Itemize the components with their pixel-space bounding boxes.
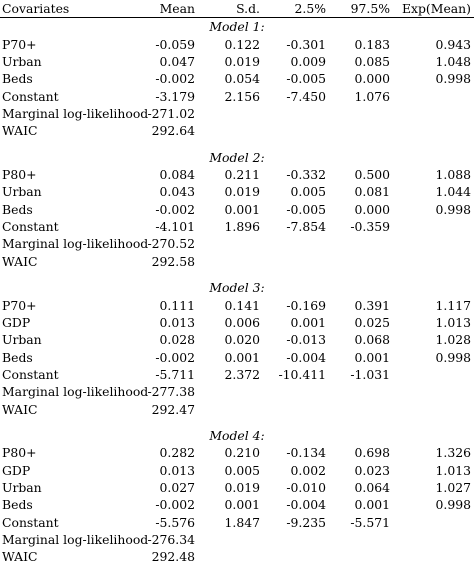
- sd-cell: 0.019: [224, 479, 260, 495]
- upper-ci-cell: [328, 401, 390, 418]
- covariate-cell: Beds: [2, 71, 33, 87]
- exp-mean-cell: [390, 253, 474, 270]
- exp-mean-cell: 0.998: [435, 201, 471, 217]
- model-label: Model 2:: [209, 149, 265, 165]
- table-row: [0, 401, 474, 418]
- lower-ci-cell: 0.001: [290, 314, 326, 330]
- model-spacer: [0, 140, 474, 149]
- mean-cell: -0.059: [155, 36, 195, 52]
- mean-cell: -3.179: [155, 88, 195, 104]
- mean-cell: 0.013: [159, 314, 195, 330]
- covariate-cell: WAIC: [2, 123, 38, 139]
- model-label: Model 4:: [209, 427, 265, 443]
- table-row: [0, 366, 474, 383]
- upper-ci-cell: 0.000: [354, 71, 390, 87]
- upper-ci-cell: 0.085: [354, 54, 390, 70]
- mean-cell: 292.47: [151, 401, 195, 417]
- table-row: [0, 514, 474, 531]
- lower-ci-cell: -0.134: [286, 445, 326, 461]
- covariate-cell: P80+: [2, 167, 37, 183]
- covariate-cell: Marginal log-likelihood: [2, 236, 149, 252]
- table-row: [0, 462, 474, 479]
- lower-ci-cell: -9.235: [286, 514, 326, 530]
- table-row: [0, 383, 474, 400]
- header-exp-mean: Exp(Mean): [390, 0, 474, 18]
- exp-mean-cell: [390, 514, 474, 531]
- exp-mean-cell: 0.998: [435, 349, 471, 365]
- lower-ci-cell: [260, 548, 328, 565]
- covariate-cell: Beds: [2, 349, 33, 365]
- header-mean: Mean: [140, 0, 195, 18]
- exp-mean-cell: [390, 122, 474, 139]
- table-row: [0, 314, 474, 331]
- table-row: [0, 70, 474, 87]
- upper-ci-cell: 0.068: [354, 332, 390, 348]
- spacer-cell: [0, 270, 474, 279]
- covariate-cell: Urban: [2, 54, 42, 70]
- table-row: [0, 36, 474, 53]
- lower-ci-cell: -0.169: [286, 297, 326, 313]
- model-spacer: [0, 270, 474, 279]
- lower-ci-cell: -0.004: [286, 349, 326, 365]
- upper-ci-cell: [328, 105, 390, 122]
- mean-cell: 0.111: [159, 297, 195, 313]
- upper-ci-cell: -1.031: [350, 366, 390, 382]
- model-heading-row: [0, 279, 474, 296]
- upper-ci-cell: 0.183: [354, 36, 390, 52]
- exp-mean-cell: 0.943: [435, 36, 471, 52]
- spacer-cell: [0, 418, 474, 427]
- sd-cell: 1.896: [224, 219, 260, 235]
- table-row: [0, 444, 474, 461]
- exp-mean-cell: 0.998: [435, 497, 471, 513]
- sd-cell: 1.847: [224, 514, 260, 530]
- table-row: [0, 253, 474, 270]
- upper-ci-cell: 0.001: [354, 349, 390, 365]
- covariate-cell: P70+: [2, 297, 37, 313]
- sd-cell: 2.156: [224, 88, 260, 104]
- lower-ci-cell: [260, 235, 328, 252]
- lower-ci-cell: [260, 105, 328, 122]
- exp-mean-cell: 1.013: [435, 314, 471, 330]
- header-sd: S.d.: [195, 0, 260, 18]
- sd-cell: 0.005: [224, 462, 260, 478]
- table-row: [0, 166, 474, 183]
- table-row: [0, 548, 474, 565]
- covariate-cell: Constant: [2, 514, 59, 530]
- exp-mean-cell: 1.013: [435, 462, 471, 478]
- sd-cell: 0.054: [224, 71, 260, 87]
- covariate-cell: Constant: [2, 88, 59, 104]
- sd-cell: 0.001: [224, 497, 260, 513]
- exp-mean-cell: 1.088: [435, 167, 471, 183]
- table-row: [0, 496, 474, 513]
- covariate-cell: Marginal log-likelihood: [2, 106, 149, 122]
- covariate-cell: Beds: [2, 201, 33, 217]
- sd-cell: [195, 548, 260, 565]
- sd-cell: 0.122: [224, 36, 260, 52]
- upper-ci-cell: 1.076: [354, 88, 390, 104]
- covariate-cell: GDP: [2, 314, 31, 330]
- lower-ci-cell: 0.005: [290, 184, 326, 200]
- upper-ci-cell: 0.064: [354, 479, 390, 495]
- exp-mean-cell: [390, 235, 474, 252]
- sd-cell: 0.019: [224, 54, 260, 70]
- mean-cell: -0.002: [155, 349, 195, 365]
- exp-mean-cell: [390, 401, 474, 418]
- lower-ci-cell: [260, 383, 328, 400]
- mean-cell: 292.64: [151, 123, 195, 139]
- mean-cell: -4.101: [155, 219, 195, 235]
- table-row: [0, 331, 474, 348]
- sd-cell: [195, 122, 260, 139]
- covariate-cell: Urban: [2, 332, 42, 348]
- header-upper-ci: 97.5%: [328, 0, 390, 18]
- mean-cell: -5.711: [155, 366, 195, 382]
- exp-mean-cell: 1.044: [435, 184, 471, 200]
- exp-mean-cell: [390, 105, 474, 122]
- upper-ci-cell: [328, 253, 390, 270]
- covariate-cell: WAIC: [2, 549, 38, 565]
- covariate-cell: WAIC: [2, 401, 38, 417]
- upper-ci-cell: [328, 122, 390, 139]
- covariate-cell: Urban: [2, 184, 42, 200]
- sd-cell: [195, 531, 260, 548]
- header-covariates: Covariates: [0, 0, 140, 18]
- mean-cell: -276.34: [147, 531, 195, 547]
- lower-ci-cell: -0.013: [286, 332, 326, 348]
- upper-ci-cell: 0.500: [354, 167, 390, 183]
- mean-cell: 0.027: [159, 479, 195, 495]
- upper-ci-cell: 0.698: [354, 445, 390, 461]
- sd-cell: 0.211: [224, 167, 260, 183]
- mean-cell: 0.013: [159, 462, 195, 478]
- covariate-cell: GDP: [2, 462, 31, 478]
- exp-mean-cell: 1.048: [435, 54, 471, 70]
- table-row: [0, 53, 474, 70]
- table-row: [0, 122, 474, 139]
- sd-cell: [195, 235, 260, 252]
- lower-ci-cell: -0.301: [286, 36, 326, 52]
- covariate-cell: Constant: [2, 366, 59, 382]
- sd-cell: 0.210: [224, 445, 260, 461]
- upper-ci-cell: 0.023: [354, 462, 390, 478]
- model-label: Model 1:: [209, 19, 265, 35]
- table-row: [0, 297, 474, 314]
- upper-ci-cell: [328, 531, 390, 548]
- covariate-cell: Marginal log-likelihood: [2, 531, 149, 547]
- table-row: [0, 105, 474, 122]
- lower-ci-cell: -0.010: [286, 479, 326, 495]
- exp-mean-cell: [390, 531, 474, 548]
- upper-ci-cell: 0.391: [354, 297, 390, 313]
- mean-cell: 0.043: [159, 184, 195, 200]
- mean-cell: 0.028: [159, 332, 195, 348]
- covariate-cell: Constant: [2, 219, 59, 235]
- mean-cell: -270.52: [147, 236, 195, 252]
- model-heading-row: [0, 427, 474, 444]
- covariate-cell: WAIC: [2, 253, 38, 269]
- lower-ci-cell: -0.005: [286, 201, 326, 217]
- upper-ci-cell: -0.359: [350, 219, 390, 235]
- upper-ci-cell: [328, 235, 390, 252]
- mean-cell: 292.58: [151, 253, 195, 269]
- sd-cell: 0.020: [224, 332, 260, 348]
- model-spacer: [0, 418, 474, 427]
- exp-mean-cell: [390, 88, 474, 105]
- sd-cell: 0.001: [224, 201, 260, 217]
- covariate-cell: Marginal log-likelihood: [2, 384, 149, 400]
- model-heading-row: [0, 18, 474, 36]
- table-row: [0, 479, 474, 496]
- upper-ci-cell: 0.001: [354, 497, 390, 513]
- table-row: [0, 349, 474, 366]
- table-row: [0, 218, 474, 235]
- lower-ci-cell: 0.009: [290, 54, 326, 70]
- exp-mean-cell: 1.028: [435, 332, 471, 348]
- sd-cell: [195, 253, 260, 270]
- covariate-cell: Beds: [2, 497, 33, 513]
- upper-ci-cell: [328, 548, 390, 565]
- mean-cell: 292.48: [151, 549, 195, 565]
- mean-cell: 0.084: [159, 167, 195, 183]
- exp-mean-cell: 0.998: [435, 71, 471, 87]
- lower-ci-cell: -7.450: [286, 88, 326, 104]
- upper-ci-cell: 0.081: [354, 184, 390, 200]
- lower-ci-cell: -7.854: [286, 219, 326, 235]
- mean-cell: -277.38: [147, 384, 195, 400]
- upper-ci-cell: [328, 383, 390, 400]
- sd-cell: 2.372: [224, 366, 260, 382]
- lower-ci-cell: [260, 531, 328, 548]
- exp-mean-cell: [390, 218, 474, 235]
- exp-mean-cell: 1.027: [435, 479, 471, 495]
- sd-cell: [195, 105, 260, 122]
- covariate-cell: P80+: [2, 445, 37, 461]
- lower-ci-cell: -10.411: [278, 366, 326, 382]
- exp-mean-cell: [390, 383, 474, 400]
- exp-mean-cell: [390, 548, 474, 565]
- spacer-cell: [0, 140, 474, 149]
- sd-cell: 0.019: [224, 184, 260, 200]
- table-row: [0, 235, 474, 252]
- header-row: [0, 0, 474, 18]
- upper-ci-cell: -5.571: [350, 514, 390, 530]
- sd-cell: 0.006: [224, 314, 260, 330]
- table-row: [0, 183, 474, 200]
- lower-ci-cell: -0.004: [286, 497, 326, 513]
- exp-mean-cell: [390, 366, 474, 383]
- sd-cell: 0.141: [224, 297, 260, 313]
- exp-mean-cell: 1.326: [435, 445, 471, 461]
- table-row: [0, 88, 474, 105]
- model-heading-row: [0, 149, 474, 166]
- sd-cell: [195, 383, 260, 400]
- sd-cell: [195, 401, 260, 418]
- mean-cell: -0.002: [155, 201, 195, 217]
- mean-cell: 0.282: [159, 445, 195, 461]
- sd-cell: 0.001: [224, 349, 260, 365]
- table-row: [0, 531, 474, 548]
- model-label: Model 3:: [209, 280, 265, 296]
- mean-cell: -0.002: [155, 71, 195, 87]
- lower-ci-cell: -0.005: [286, 71, 326, 87]
- header-lower-ci: 2.5%: [260, 0, 328, 18]
- covariate-cell: P70+: [2, 36, 37, 52]
- mean-cell: -0.002: [155, 497, 195, 513]
- mean-cell: 0.047: [159, 54, 195, 70]
- mean-cell: -5.576: [155, 514, 195, 530]
- lower-ci-cell: [260, 401, 328, 418]
- upper-ci-cell: 0.025: [354, 314, 390, 330]
- upper-ci-cell: 0.000: [354, 201, 390, 217]
- lower-ci-cell: [260, 253, 328, 270]
- covariate-cell: Urban: [2, 479, 42, 495]
- mean-cell: -271.02: [147, 106, 195, 122]
- table-body: [0, 18, 474, 566]
- lower-ci-cell: -0.332: [286, 167, 326, 183]
- table-row: [0, 201, 474, 218]
- lower-ci-cell: [260, 122, 328, 139]
- exp-mean-cell: 1.117: [435, 297, 471, 313]
- lower-ci-cell: 0.002: [290, 462, 326, 478]
